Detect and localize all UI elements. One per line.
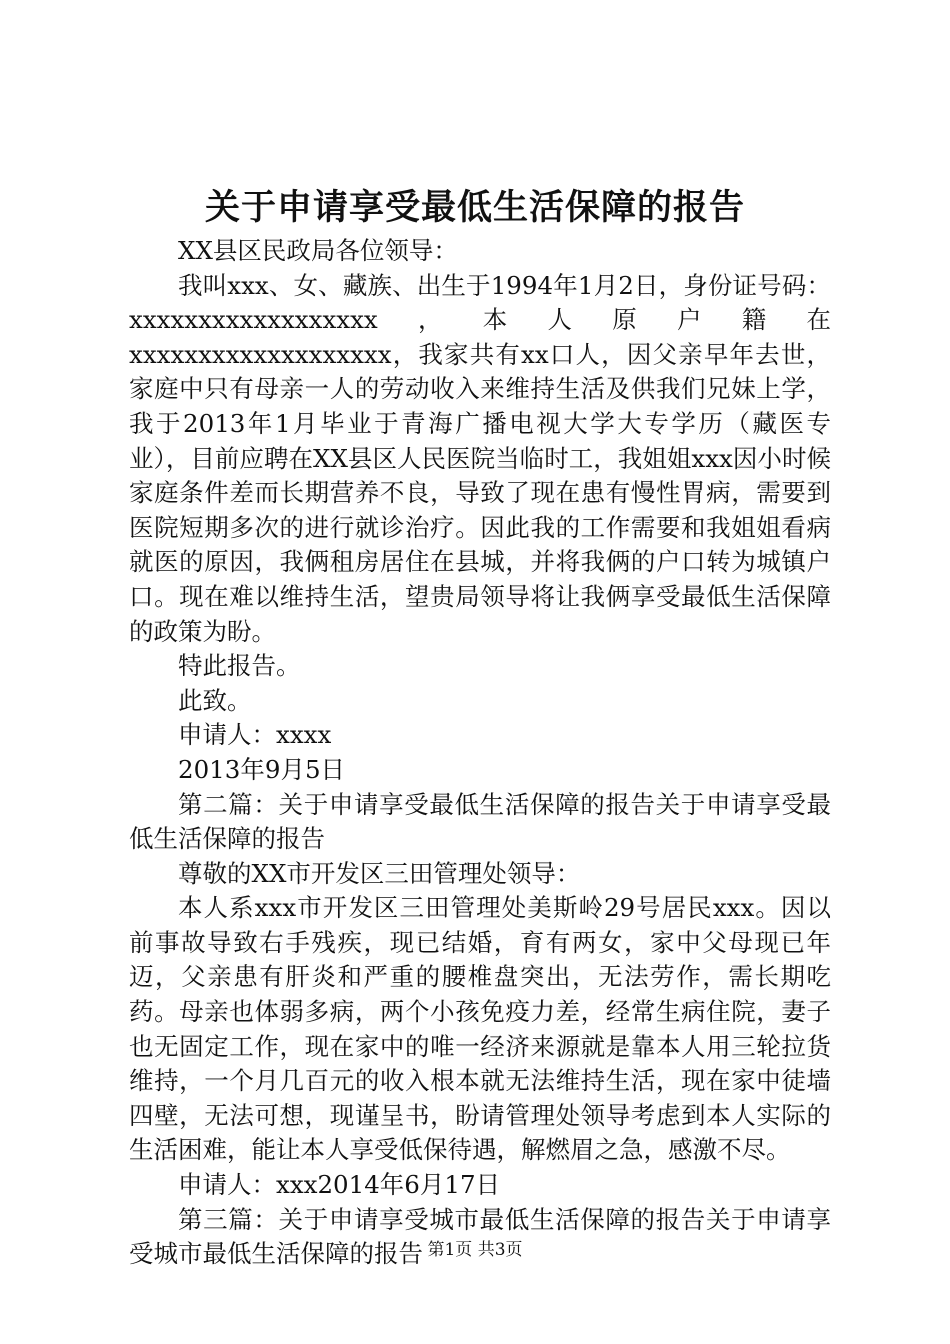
salutation: XX县区民政局各位领导：	[178, 236, 458, 265]
section-heading: 第二篇：关于申请享受最低生活保障的报告关于申请享受最低生活保障的报告	[129, 789, 831, 854]
document-body	[129, 234, 831, 1272]
page-footer: 第1页 共3页	[427, 1240, 523, 1260]
closing-line: 特此报告。	[178, 651, 301, 681]
body-paragraph: 本人系xxx市开发区三田管理处美斯岭29号居民xxx。因以前事故导致右手残疾，现已结婚，育有两女，家中父母现已年迈，父亲患有肝炎和严重的腰椎盘突出，无法劳作，需长期吃药。母亲也体弱多病，两个小孩免疫力差，经常生病住院，妻子也无固定工作，现在家中的唯一经济来源就是靠本人用三轮拉货维持，一个月几百元的收入根本就无法维持生活，现在家中徒墙四壁，无法可想，现谨呈书，盼请管理处领导考虑到本人实际的生活困难，能让本人享受低保待遇，解燃眉之急，感激不尽。	[129, 893, 831, 1165]
closing-line: 此致。	[178, 685, 252, 715]
applicant-line: 申请人：xxx2014年6月17日	[178, 1170, 501, 1200]
section-heading: 第三篇：关于申请享受城市最低生活保障的报告关于申请享受城市最低生活保障的报告	[129, 1204, 831, 1269]
date-line: 2013年9月5日	[178, 754, 346, 784]
document-title: 关于申请享受最低生活保障的报告	[204, 188, 745, 228]
body-paragraph: 我叫xxx、女、藏族、出生于1994年1月2日，身份证号码：xxxxxxxxxxxxxxxxxx，本人原户籍在xxxxxxxxxxxxxxxxxxx，我家共有xx口人，因父亲早年去世，家庭中只有母亲一人的劳动收入来维持生活及供我们兄妹上学，我于2013年1月毕业于青海广播电视大学大专学历（藏医专业），目前应聘在XX县区人民医院当临时工，我姐姐xxx因小时候家庭条件差而长期营养不良，导致了现在患有慢性胃病，需要到医院短期多次的进行就诊治疗。因此我的工作需要和我姐姐看病就医的原因，我俩租房居住在县城，并将我俩的户口转为城镇户口。现在难以维持生活，望贵局领导将让我俩享受最低生活保障的政策为盼。	[129, 270, 831, 646]
salutation: 尊敬的XX市开发区三田管理处领导：	[178, 858, 581, 888]
applicant-line: 申请人：xxxx	[178, 720, 332, 750]
